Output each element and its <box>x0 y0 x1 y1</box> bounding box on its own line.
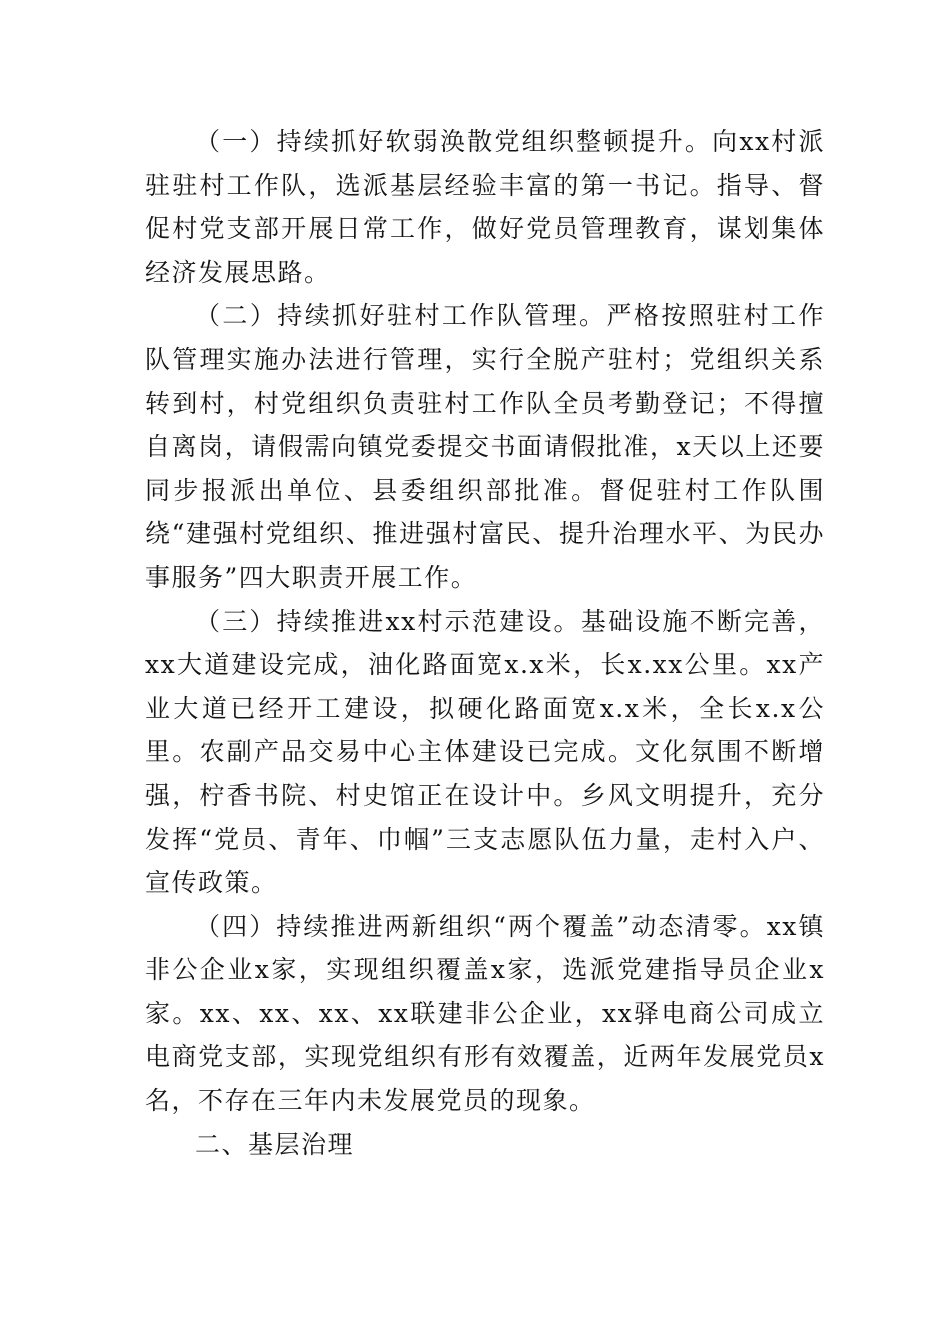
section-heading: 二、基层治理 <box>195 1129 355 1159</box>
paragraph-3: （三）持续推进xx村示范建设。基础设施不断完善，xx大道建设完成，油化路面宽x.x米，长x.xx公里。xx产业大道已经开工建设，拟硬化路面宽x.x米，全长x.x公里。农副产品交易中心主体建设已完成。文化氛围不断增强，柠香书院、村史馆正在设计中。乡风文明提升，充分发挥“党员、青年、巾帼”三支志愿队伍力量，走村入户、宣传政策。 <box>145 606 825 898</box>
paragraph-2: （二）持续抓好驻村工作队管理。严格按照驻村工作队管理实施办法进行管理，实行全脱产驻村；党组织关系转到村，村党组织负责驻村工作队全员考勤登记；不得擅自离岗，请假需向镇党委提交书面请假批准，x天以上还要同步报派出单位、县委组织部批准。督促驻村工作队围绕“建强村党组织、推进强村富民、提升治理水平、为民办事服务”四大职责开展工作。 <box>145 301 825 592</box>
document-body <box>145 120 825 1166</box>
paragraph-1: （一）持续抓好软弱涣散党组织整顿提升。向xx村派驻驻村工作队，选派基层经验丰富的第一书记。指导、督促村党支部开展日常工作，做好党员管理教育，谋划集体经济发展思路。 <box>145 127 825 287</box>
paragraph-4: （四）持续推进两新组织“两个覆盖”动态清零。xx镇非公企业x家，实现组织覆盖x家，选派党建指导员企业x家。xx、xx、xx、xx联建非公企业，xx驿电商公司成立电商党支部，实现党组织有形有效覆盖，近两年发展党员x名，不存在三年内未发展党员的现象。 <box>145 911 825 1116</box>
